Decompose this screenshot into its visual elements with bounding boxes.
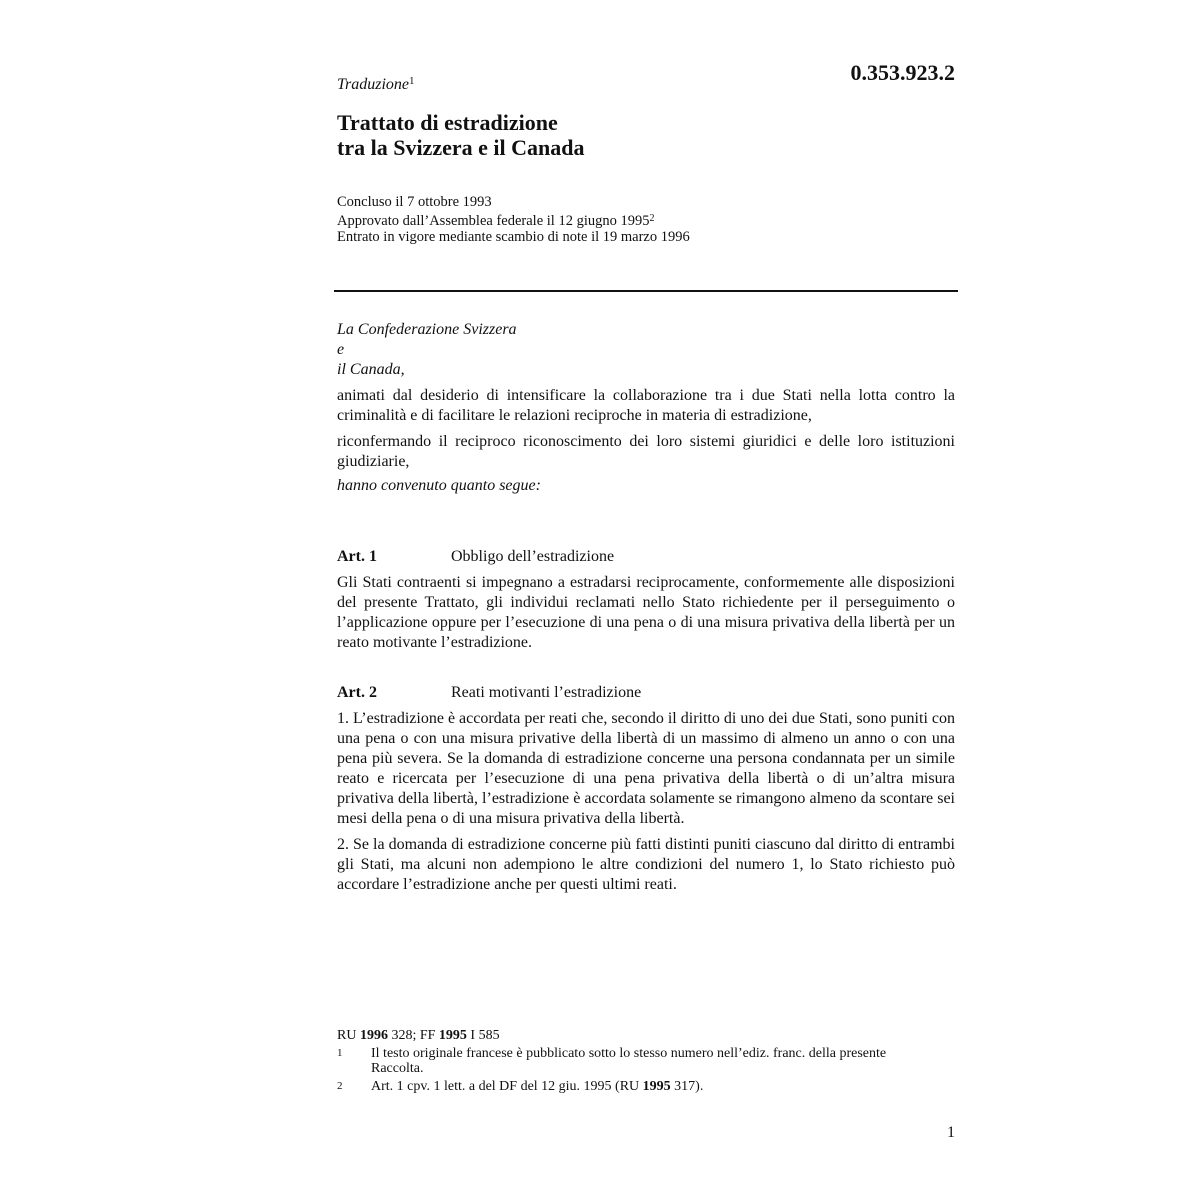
footnote-1 [337,1046,955,1077]
article-1 [337,547,955,653]
document-title-line-2: tra la Svizzera e il Canada [337,135,585,160]
document-title [337,110,584,160]
footnote-2-mark: 2 [337,1079,343,1092]
page-number: 1 [947,1124,955,1141]
meta-in-force: Entrato in vigore mediante scambio di note il 19 marzo 1996 [337,229,690,245]
source-ff-year: 1995 [438,1028,467,1043]
footnote-ref-1[interactable]: 1 [409,75,415,87]
translation-label-text: Traduzione [337,76,410,93]
footnote-2 [337,1079,955,1095]
article-2-title: Reati motivanti l’estradizione [451,684,642,701]
source-ru-rest: 328; FF [387,1028,439,1043]
article-1-title: Obbligo dell’estradizione [451,548,615,565]
source-reference [337,1028,955,1044]
meta-approved-text: Approvato dall’Assemblea federale il 12 giugno 1995 [337,212,650,229]
translation-label [337,75,415,94]
meta-concluded: Concluso il 7 ottobre 1993 [337,194,492,210]
source-ru-year: 1996 [359,1028,388,1043]
footnote-2-text-bold: 1995 [642,1078,671,1094]
article-2 [337,683,955,895]
footnote-2-text-before: Art. 1 cpv. 1 lett. a del DF del 12 giu. 1995 (RU [371,1078,643,1094]
footnote-1-text: Il testo originale francese è pubblicato sotto lo stesso numero nell’ediz. franc. della presente Raccolta. [371,1045,887,1076]
sr-number: 0.353.923.2 [850,60,955,85]
preamble-party-2: il Canada, [337,361,405,378]
article-1-heading [337,547,955,567]
document-title-line-1: Trattato di estradizione [337,110,558,135]
preamble [337,320,955,496]
article-1-paragraph: Gli Stati contraenti si impegnano a estradarsi reciprocamente, conformemente alle disposizioni del presente Trattato, gli individui reclamati nello Stato richiedente per il perseguimento o l’applicazione oppure per l’esecuzione di una pena o di una misura privativa della libertà per un reato motivante l’estradizione. [337,574,955,651]
footnote-ref-2[interactable]: 2 [649,212,655,224]
preamble-party-1: La Confederazione Svizzera [337,321,517,338]
article-2-paragraph-1: 1. L’estradizione è accordata per reati che, secondo il diritto di uno dei due Stati, sono puniti con una pena o con una misura privative della libertà di un massimo di almeno un anno o con una pena più severa. Se la domanda di estradizione concerne una persona condannata per un simile reato e ricercata per l’esecuzione di una pena privativa della libertà o di un’altra misura privativa della libertà, l’estradizione è accordata solamente se rimangono almeno da scontare sei mesi della pena o di una misura privativa della libertà. [337,710,955,827]
preamble-conjunction: e [337,341,345,358]
footnote-2-text [371,1079,931,1095]
article-2-number: Art. 2 [337,684,377,701]
header-divider [334,290,958,292]
article-2-paragraph-2: 2. Se la domanda di estradizione concerne più fatti distinti puniti ciascuno dal diritto di entrambi gli Stati, ma alcuni non adempiono le altre condizioni del numero 1, lo Stato richiesto può accordare l’estradizione anche per questi ultimi reati. [337,836,955,893]
footnote-2-text-after: 317). [670,1078,704,1094]
footnotes [337,1028,955,1094]
preamble-closing: hanno convenuto quanto segue: [337,477,541,494]
preamble-paragraph-2: riconfermando il reciproco riconoscimento dei loro sistemi giuridici e delle loro istituzioni giudiziarie, [337,433,955,470]
footnote-1-mark: 1 [337,1046,343,1059]
source-ru-label: RU [337,1028,360,1043]
document-meta [337,194,690,246]
meta-approved [337,211,690,230]
preamble-paragraph-1: animati dal desiderio di intensificare la collaborazione tra i due Stati nella lotta contro la criminalità e di facilitare le relazioni reciproche in materia di estradizione, [337,387,955,424]
article-2-heading [337,683,955,703]
source-ff-rest: I 585 [466,1028,500,1043]
article-1-number: Art. 1 [337,548,377,565]
